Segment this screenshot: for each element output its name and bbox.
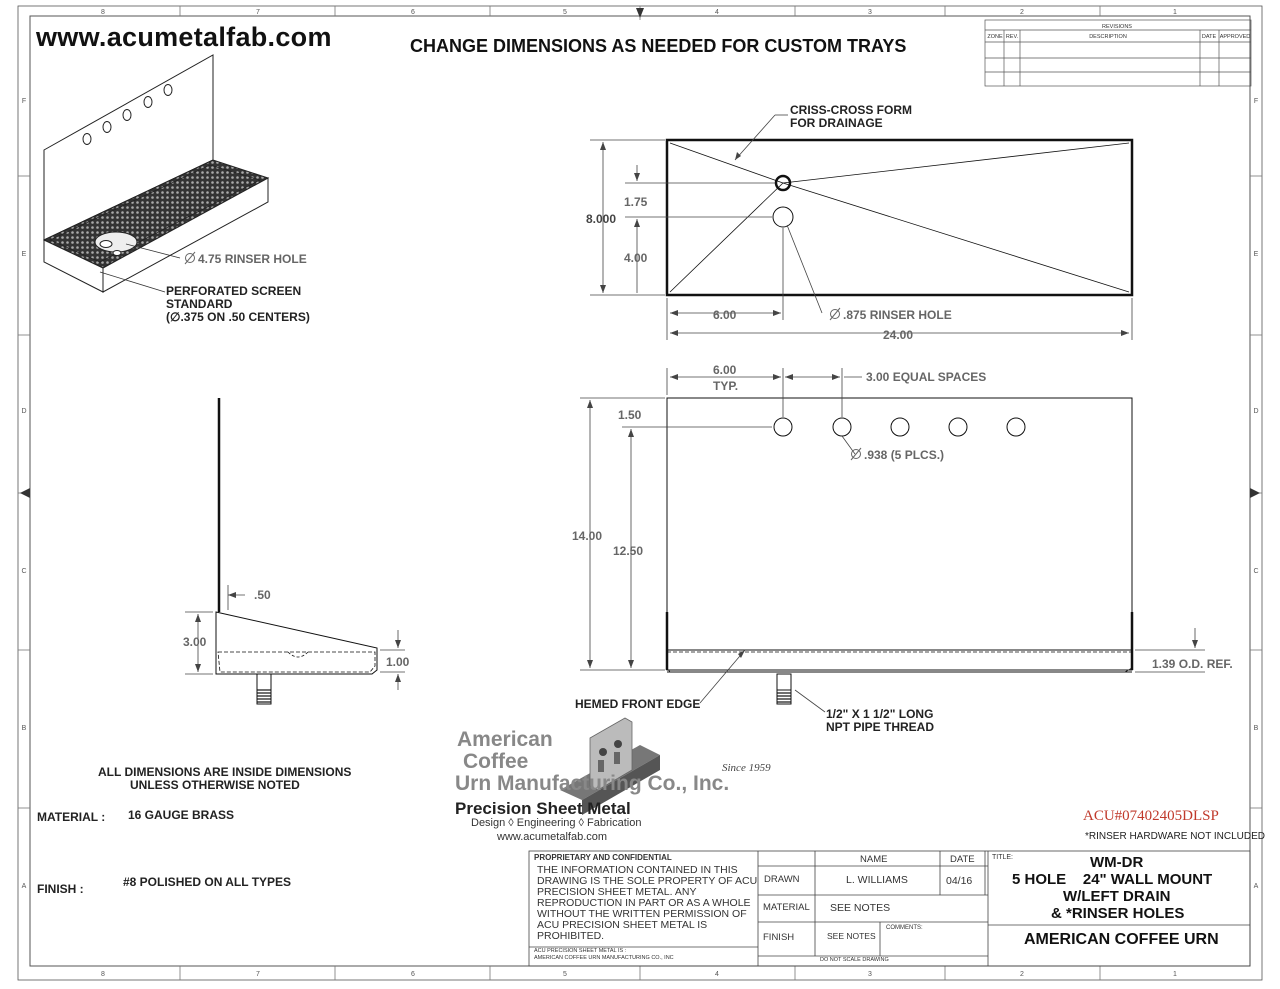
tb-prop-foot-1: ACU PRECISION SHEET METAL IS : <box>534 948 627 954</box>
zone-col-label: 3 <box>868 971 872 978</box>
zone-col-label: 5 <box>563 971 567 978</box>
rev-col-zone: ZONE <box>987 34 1003 40</box>
side-pipe-hatch <box>257 690 271 702</box>
side-view-arrows <box>195 592 401 682</box>
pipe-thread-note-2: NPT PIPE THREAD <box>826 720 935 734</box>
dim-175: 1.75 <box>624 195 648 209</box>
zone-row-label: D <box>1253 408 1259 415</box>
website-url[interactable]: www.acumetalfab.com <box>36 22 332 52</box>
dim-100: 1.00 <box>386 655 410 669</box>
iso-screen-label-3: (∅.375 ON .50 CENTERS) <box>166 310 310 324</box>
zone-row-label: E <box>1253 251 1259 258</box>
pipe-thread-hatch <box>777 693 791 702</box>
top-view-dims <box>590 115 1132 340</box>
tb-date-header: DATE <box>950 854 975 865</box>
rev-col-description: DESCRIPTION <box>1089 34 1127 40</box>
tb-title-line-1: WM-DR <box>1090 854 1144 871</box>
pipe-thread-note-1: 1/2" X 1 1/2" LONG <box>826 707 934 721</box>
zone-col-label: 7 <box>256 9 260 16</box>
finish-value: #8 POLISHED ON ALL TYPES <box>123 875 292 889</box>
tb-finish-label: FINISH <box>763 932 795 943</box>
tb-prop-title: PROPRIETARY AND CONFIDENTIAL <box>534 853 672 862</box>
equal-spaces-label: 3.00 EQUAL SPACES <box>866 370 987 384</box>
faucet-hole-3 <box>891 418 909 436</box>
criss-cross-note-1: CRISS-CROSS FORM <box>790 103 913 117</box>
zone-row-label: C <box>1253 568 1259 575</box>
logo-since: Since 1959 <box>722 762 771 774</box>
center-arrow-left <box>20 488 30 498</box>
tb-material-label: MATERIAL <box>763 902 810 913</box>
faucet-hole-4 <box>949 418 967 436</box>
tb-company: AMERICAN COFFEE URN <box>1024 931 1219 948</box>
material-label: MATERIAL : <box>37 810 106 824</box>
iso-screen-label-1: PERFORATED SCREEN <box>166 284 302 298</box>
revisions-text <box>987 24 1250 40</box>
zone-row-label: C <box>21 568 27 575</box>
dim-600-typ: 6.00 <box>713 363 737 377</box>
zone-row-label: E <box>21 251 27 258</box>
logo-services: Design ◊ Engineering ◊ Fabrication <box>471 817 642 829</box>
dim-050: .50 <box>254 588 271 602</box>
finish-label: FINISH : <box>37 882 84 896</box>
zone-row-label: B <box>21 725 27 732</box>
zone-col-label: 7 <box>256 971 260 978</box>
rev-col-approved: APPROVED <box>1219 34 1251 40</box>
iso-rinser-label: 4.75 RINSER HOLE <box>198 252 307 266</box>
zone-col-label: 4 <box>715 9 719 16</box>
rev-col-date: DATE <box>1201 34 1217 40</box>
top-view-arrows <box>600 142 1129 336</box>
top-rinser-label: .875 RINSER HOLE <box>843 308 952 322</box>
logo-url[interactable]: www.acumetalfab.com <box>497 831 608 843</box>
zone-row-label: A <box>21 883 27 890</box>
side-view <box>216 398 377 704</box>
zone-row-label: B <box>1253 725 1259 732</box>
tray-outline <box>667 140 1132 295</box>
dim-od-ref: 1.39 O.D. REF. <box>1152 657 1233 671</box>
tb-material-value: SEE NOTES <box>830 902 891 914</box>
dim-400: 4.00 <box>624 251 648 265</box>
tb-comments-label: COMMENTS: <box>886 925 923 931</box>
faucet-hole-2 <box>833 418 851 436</box>
dim-300: 3.00 <box>183 635 207 649</box>
inside-dims-note-2: UNLESS OTHERWISE NOTED <box>130 778 300 792</box>
tb-title-line-4: & *RINSER HOLES <box>1051 905 1185 922</box>
zone-col-label: 8 <box>101 971 105 978</box>
dim-600: 6.00 <box>713 308 737 322</box>
iso-screen-label-2: STANDARD <box>166 297 233 311</box>
typ-label: TYP. <box>713 379 739 393</box>
tb-title-label: TITLE: <box>992 854 1014 861</box>
dim-1250: 12.50 <box>613 544 644 558</box>
tb-drawn-name: L. WILLIAMS <box>846 874 908 886</box>
zone-col-label: 6 <box>411 971 415 978</box>
zone-col-label: 6 <box>411 9 415 16</box>
tb-title-line-2: 5 HOLE 24" WALL MOUNT <box>1012 871 1213 888</box>
zone-row-label: F <box>21 98 27 105</box>
tb-title-line-3: W/LEFT DRAIN <box>1063 888 1171 905</box>
tb-prop-foot-2: AMERICAN COFFEE URN MANUFACTURING CO., INC <box>534 955 674 961</box>
drawing-headline: CHANGE DIMENSIONS AS NEEDED FOR CUSTOM TRAYS <box>410 36 907 56</box>
inside-dims-note-1: ALL DIMENSIONS ARE INSIDE DIMENSIONS <box>98 765 352 779</box>
zone-row-label: F <box>1253 98 1259 105</box>
logo-psm: Precision Sheet Metal <box>455 799 631 818</box>
rev-col-rev: REV. <box>1005 34 1019 40</box>
rinser-hole <box>773 207 793 227</box>
dim-2400: 24.00 <box>883 328 914 342</box>
tb-finish-value: SEE NOTES <box>827 931 876 941</box>
revisions-title: REVISIONS <box>1102 24 1132 30</box>
tb-drawn-date: 04/16 <box>946 875 973 887</box>
zone-col-label: 8 <box>101 9 105 16</box>
front-view-dims <box>580 368 1205 712</box>
top-view <box>667 140 1132 295</box>
material-value: 16 GAUGE BRASS <box>128 808 235 822</box>
zone-col-label: 3 <box>868 9 872 16</box>
logo-line-coffee: Coffee <box>463 750 529 773</box>
zone-col-label: 2 <box>1020 971 1024 978</box>
faucet-hole-5 <box>1007 418 1025 436</box>
front-view-arrows <box>587 374 1198 668</box>
faucet-hole-label: .938 (5 PLCS.) <box>864 448 945 462</box>
dim-1400: 14.00 <box>572 529 603 543</box>
faucet-hole-1 <box>774 418 792 436</box>
dim-width-8000: 8.000 <box>586 212 617 226</box>
zone-col-label: 2 <box>1020 9 1024 16</box>
zone-col-label: 4 <box>715 971 719 978</box>
front-view <box>667 398 1132 704</box>
zone-row-label: A <box>1253 883 1259 890</box>
criss-cross-note-2: FOR DRAINAGE <box>790 116 883 130</box>
tb-drawn-label: DRAWN <box>764 874 800 885</box>
part-number: ACU#07402405DLSP <box>1083 808 1219 824</box>
tb-no-scale: DO NOT SCALE DRAWING <box>820 957 889 963</box>
zone-col-label: 1 <box>1173 971 1177 978</box>
zone-col-label: 1 <box>1173 9 1177 16</box>
tb-prop-text: THE INFORMATION CONTAINED IN THIS DRAWING IS THE SOLE PROPERTY OF ACU PRECISION SHEET METAL. ANY REPRODUCTION IN PART OR AS A WHOLE WITHOUT THE WRITTEN PERMISSION OF ACU PRECISION SHEET METAL IS PROHIBITED. <box>537 864 758 942</box>
tb-name-header: NAME <box>860 854 888 865</box>
rinser-hardware-note: *RINSER HARDWARE NOT INCLUDED <box>1085 831 1266 842</box>
hemmed-edge-note: HEMED FRONT EDGE <box>575 697 701 711</box>
logo-line-american: American <box>457 728 553 751</box>
zone-col-label: 5 <box>563 9 567 16</box>
zone-row-label: D <box>21 408 27 415</box>
back-panel-outline <box>667 398 1132 670</box>
dim-150: 1.50 <box>618 408 642 422</box>
logo-line-company: Urn Manufacturing Co., Inc. <box>455 772 730 795</box>
center-arrow-right <box>1250 488 1260 498</box>
